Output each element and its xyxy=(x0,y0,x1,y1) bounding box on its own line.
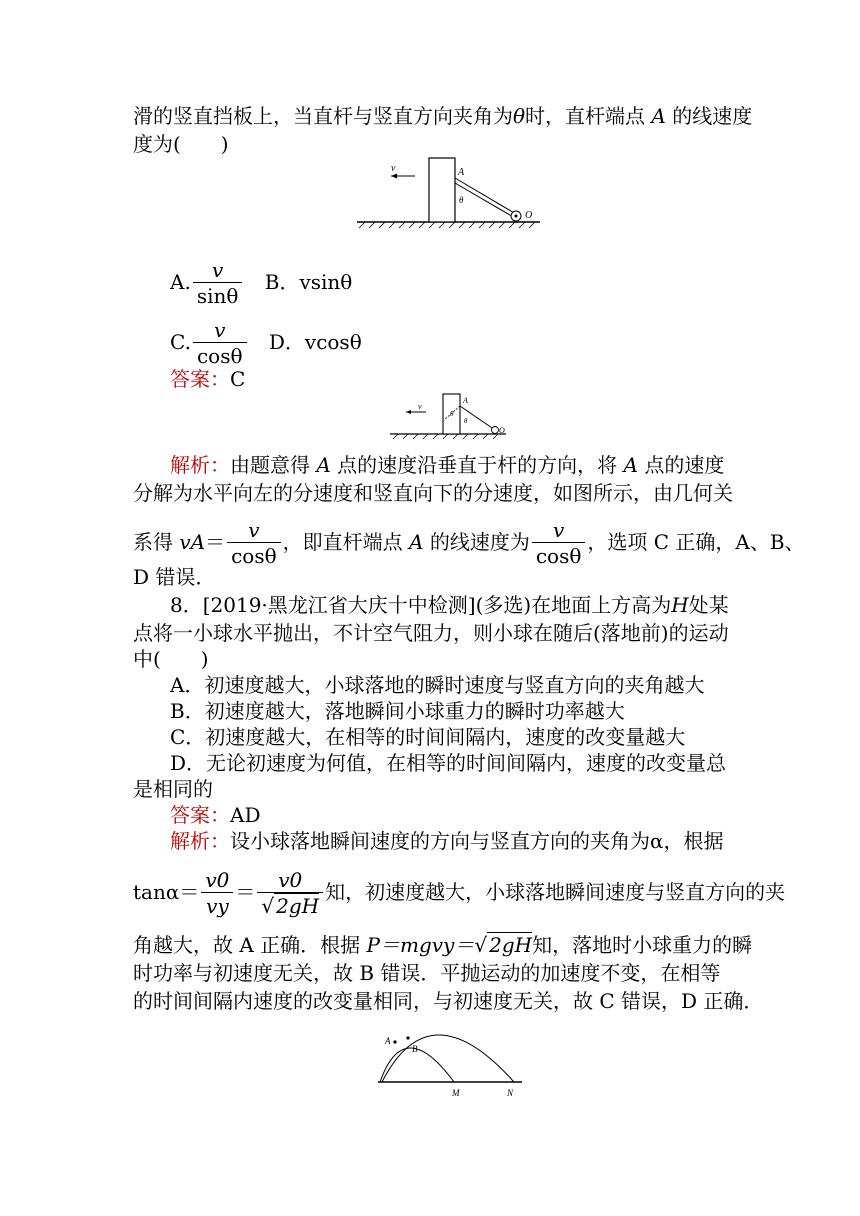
tan-fraction-2: $\frac{v0}{√ 2gH}$ xyxy=(257,868,323,919)
q8-analysis-line1: 解析：设小球落地瞬间速度的方向与竖直方向的夹角为α，根据 xyxy=(170,829,724,853)
fig1-A-label: A xyxy=(458,167,465,178)
fig3-B-label: B xyxy=(412,1044,418,1054)
fig3-A-label: A xyxy=(385,1036,391,1046)
q8-option-a: A．初速度越大，小球落地的瞬时速度与竖直方向的夹角越大 xyxy=(170,673,705,697)
rod-speed-fraction: $\frac{v}{\cos\theta}$ xyxy=(532,518,586,569)
fig1-O-label: O xyxy=(525,210,533,221)
figure-trajectories xyxy=(372,1018,532,1100)
q8-analysis-line4: 时功率与初速度无关，故 B 错误．平抛运动的加速度不变，在相等 xyxy=(133,961,721,985)
q7-analysis-line3: 系得 vA＝ $\frac{v}{\cos\theta}$ ，即直杆端点 A 的线速度为 $\frac{v}{\cos\theta}$ ，选项 C 正确，A、B、 xyxy=(133,518,805,568)
q7-line1: 滑的竖直挡板上，当直杆与竖直方向夹角为θ时，直杆端点 A 的线速度 xyxy=(133,104,753,128)
q7-options-ab: A. $\frac{v}{\sin\theta}$ B．vsinθ xyxy=(170,258,353,308)
q8-line2: 点将一小球水平抛出，不计空气阻力，则小球在随后(落地前)的运动 xyxy=(133,621,729,645)
fig2-theta2-label: θ xyxy=(464,417,468,425)
q8-analysis-line2: tanα＝ $\frac{v0}{vy}$ ＝ $\frac{v0}{√ 2gH}$ 知，初速度越大，小球落地瞬间速度与竖直方向的夹 xyxy=(133,868,786,918)
optA-fraction: $\frac{v}{\sin\theta}$ xyxy=(193,258,243,309)
q7-analysis-line1: 解析：由题意得 A 点的速度沿垂直于杆的方向，将 A 点的速度 xyxy=(170,453,725,477)
fig1-theta-label: θ xyxy=(459,195,464,205)
figure-rod-wall xyxy=(355,150,545,230)
q8-option-c: C．初速度越大，在相等的时间间隔内，速度的改变量越大 xyxy=(170,725,686,749)
q7-analysis-line4: D 错误． xyxy=(133,565,216,589)
fig2-O-label: O xyxy=(499,426,505,435)
q8-analysis-line5: 的时间间隔内速度的改变量相同，与初速度无关，故 C 错误，D 正确． xyxy=(133,989,764,1013)
q7-analysis-line2: 分解为水平向左的分速度和竖直向下的分速度，如图所示，由几何关 xyxy=(133,481,733,505)
q7-line2: 度为( ) xyxy=(133,132,229,156)
q7-options-cd: C. $\frac{v}{\cos\theta}$ D．vcosθ xyxy=(170,318,362,368)
fig2-A-label: A xyxy=(463,396,468,405)
fig3-N-label: N xyxy=(507,1088,514,1098)
q8-line3: 中( ) xyxy=(133,647,209,671)
fig1-v-label: v xyxy=(391,163,396,174)
q8-answer: 答案：AD xyxy=(170,803,261,827)
q8-option-b: B．初速度越大，落地瞬间小球重力的瞬时功率越大 xyxy=(170,699,625,723)
fig3-M-label: M xyxy=(452,1088,460,1098)
fig2-theta1-label: θ xyxy=(450,410,454,418)
tan-fraction-1: $\frac{v0}{vy}$ xyxy=(201,868,233,919)
optC-fraction: $\frac{v}{\cos\theta}$ xyxy=(193,318,247,369)
q7-answer: 答案：C xyxy=(170,367,246,391)
fig2-v-label: v xyxy=(418,402,422,411)
q8-line1: 8．[2019·黑龙江省大庆十中检测](多选)在地面上方高为H处某 xyxy=(170,593,729,617)
vA-fraction: $\frac{v}{\cos\theta}$ xyxy=(227,518,281,569)
q8-option-d-cont: 是相同的 xyxy=(133,777,213,801)
figure-velocity-decomposition xyxy=(388,390,508,442)
q8-option-d: D．无论初速度为何值，在相等的时间间隔内，速度的改变量总 xyxy=(170,751,727,775)
q8-analysis-line3: 角越大，故 A 正确．根据 P＝mgvy＝√ 2gH知，落地时小球重力的瞬 xyxy=(133,933,753,957)
